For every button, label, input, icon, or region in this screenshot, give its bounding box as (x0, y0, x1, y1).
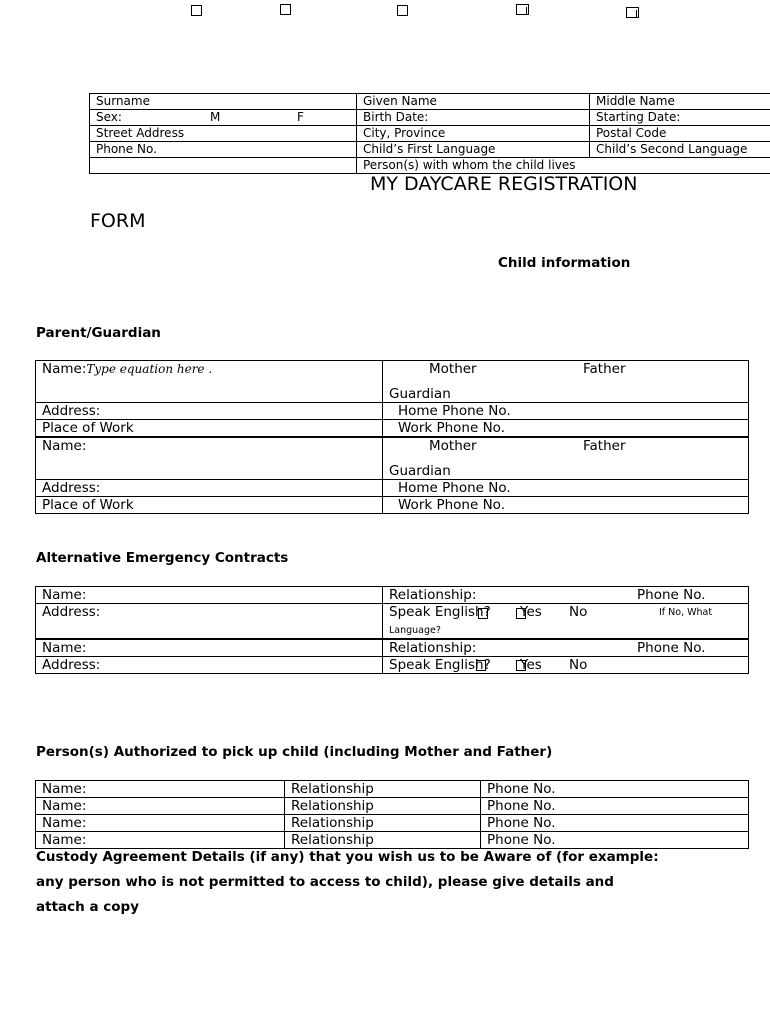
surname-field[interactable]: Surname (90, 94, 357, 110)
parent2-home-phone-field[interactable]: Home Phone No. (383, 480, 749, 497)
father-option[interactable]: Father (583, 438, 626, 454)
relationship-label: Relationship: (389, 587, 477, 603)
table-row (90, 158, 770, 174)
table-row (36, 437, 749, 480)
checkbox-icon[interactable] (476, 660, 486, 671)
parent-table (35, 360, 749, 514)
checkbox-icon (516, 4, 529, 15)
parent1-name-field[interactable] (36, 361, 383, 403)
first-language-field[interactable]: Child’s First Language (357, 142, 590, 158)
table-row (36, 832, 749, 849)
page-title: MY DAYCARE REGISTRATION (370, 173, 638, 195)
pickup-table (35, 780, 749, 849)
empty-cell (90, 158, 357, 174)
checkbox-icon (626, 7, 639, 18)
table-row (36, 587, 749, 604)
parent2-address-field[interactable]: Address: (36, 480, 383, 497)
table-row (36, 480, 749, 497)
parent2-work-field[interactable]: Place of Work (36, 497, 383, 514)
parent2-relation-field[interactable] (383, 437, 749, 480)
given-name-field[interactable]: Given Name (357, 94, 590, 110)
table-row (36, 798, 749, 815)
guardian-option[interactable]: Guardian (389, 386, 451, 402)
table-row (36, 815, 749, 832)
emergency1-name-field[interactable]: Name: (36, 587, 383, 604)
pickup-name-field[interactable]: Name: (36, 798, 285, 815)
parent1-relation-field[interactable] (383, 361, 749, 403)
city-province-field[interactable]: City, Province (357, 126, 590, 142)
yes-option[interactable]: Yes (520, 657, 542, 673)
checkbox-icon (191, 5, 202, 16)
child-info-heading: Child information (498, 255, 631, 271)
parent1-work-field[interactable]: Place of Work (36, 420, 383, 438)
emergency-heading: Alternative Emergency Contracts (36, 550, 289, 566)
phone-label: Phone No. (637, 640, 706, 656)
checkbox-icon (397, 5, 408, 16)
language-label: Language? (389, 625, 441, 636)
sex-field[interactable] (90, 110, 357, 126)
phone-label: Phone No. (637, 587, 706, 603)
starting-date-field[interactable]: Starting Date: (590, 110, 770, 126)
table-row (36, 497, 749, 514)
if-no-label: If No, What (659, 607, 713, 618)
relationship-label: Relationship: (389, 640, 477, 656)
pickup-name-field[interactable]: Name: (36, 815, 285, 832)
middle-name-field[interactable]: Middle Name (590, 94, 770, 110)
emergency1-address-field[interactable]: Address: (36, 604, 383, 640)
table-row (90, 110, 770, 126)
pickup-phone-field[interactable]: Phone No. (481, 832, 749, 849)
mother-option[interactable]: Mother (429, 438, 477, 454)
pickup-relationship-field[interactable]: Relationship (285, 798, 481, 815)
pickup-phone-field[interactable]: Phone No. (481, 781, 749, 798)
emergency1-relationship-field[interactable] (383, 587, 749, 604)
emergency1-english-field[interactable] (383, 604, 749, 640)
sex-f-option[interactable]: F (297, 110, 304, 124)
postal-code-field[interactable]: Postal Code (590, 126, 770, 142)
emergency-table (35, 586, 749, 674)
pickup-phone-field[interactable]: Phone No. (481, 798, 749, 815)
yes-option[interactable]: Yes (520, 604, 542, 620)
emergency2-relationship-field[interactable] (383, 639, 749, 657)
emergency2-english-field[interactable] (383, 657, 749, 674)
pickup-relationship-field[interactable]: Relationship (285, 781, 481, 798)
table-row (36, 781, 749, 798)
table-row (36, 657, 749, 674)
name-label: Name: (42, 361, 87, 377)
table-row (36, 403, 749, 420)
table-row (36, 639, 749, 657)
pickup-name-field[interactable]: Name: (36, 781, 285, 798)
pickup-name-field[interactable]: Name: (36, 832, 285, 849)
parent2-work-phone-field[interactable]: Work Phone No. (383, 497, 749, 514)
table-row (90, 126, 770, 142)
pickup-relationship-field[interactable]: Relationship (285, 832, 481, 849)
parent2-name-field[interactable]: Name: (36, 437, 383, 480)
table-row (36, 604, 749, 640)
table-row (36, 420, 749, 438)
mother-option[interactable]: Mother (429, 361, 477, 377)
parent1-work-phone-field[interactable]: Work Phone No. (383, 420, 749, 438)
guardian-option[interactable]: Guardian (389, 463, 451, 479)
checkbox-icon (280, 4, 291, 15)
phone-field[interactable]: Phone No. (90, 142, 357, 158)
table-row (90, 142, 770, 158)
equation-placeholder: Type equation here . (86, 362, 213, 376)
sex-m-option[interactable]: M (210, 110, 221, 124)
table-row (36, 361, 749, 403)
parent-heading: Parent/Guardian (36, 325, 161, 341)
speak-english-label: Speak English? (389, 657, 491, 673)
table-row (90, 94, 770, 110)
pickup-phone-field[interactable]: Phone No. (481, 815, 749, 832)
no-option[interactable]: No (569, 657, 588, 673)
street-address-field[interactable]: Street Address (90, 126, 357, 142)
second-language-field[interactable]: Child’s Second Language (590, 142, 770, 158)
custody-text-line1: Custody Agreement Details (if any) that you wish us to be Aware of (for example: (36, 849, 659, 865)
pickup-heading: Person(s) Authorized to pick up child (including Mother and Father) (36, 744, 553, 760)
page-title-continued: FORM (90, 210, 146, 232)
emergency2-address-field[interactable]: Address: (36, 657, 383, 674)
no-option[interactable]: No (569, 604, 588, 620)
speak-english-label: Speak English? (389, 604, 491, 620)
birth-date-field[interactable]: Birth Date: (357, 110, 590, 126)
sex-label: Sex: (96, 110, 122, 124)
pickup-relationship-field[interactable]: Relationship (285, 815, 481, 832)
parent1-home-phone-field[interactable]: Home Phone No. (383, 403, 749, 420)
emergency2-name-field[interactable]: Name: (36, 639, 383, 657)
custody-text-line3: attach a copy (36, 899, 139, 915)
parent1-address-field[interactable]: Address: (36, 403, 383, 420)
father-option[interactable]: Father (583, 361, 626, 377)
child-info-table (89, 93, 770, 174)
custody-text-line2: any person who is not permitted to access to child), please give details and (36, 874, 614, 890)
checkbox-icon[interactable] (478, 608, 488, 619)
lives-with-field[interactable]: Person(s) with whom the child lives (357, 158, 770, 174)
